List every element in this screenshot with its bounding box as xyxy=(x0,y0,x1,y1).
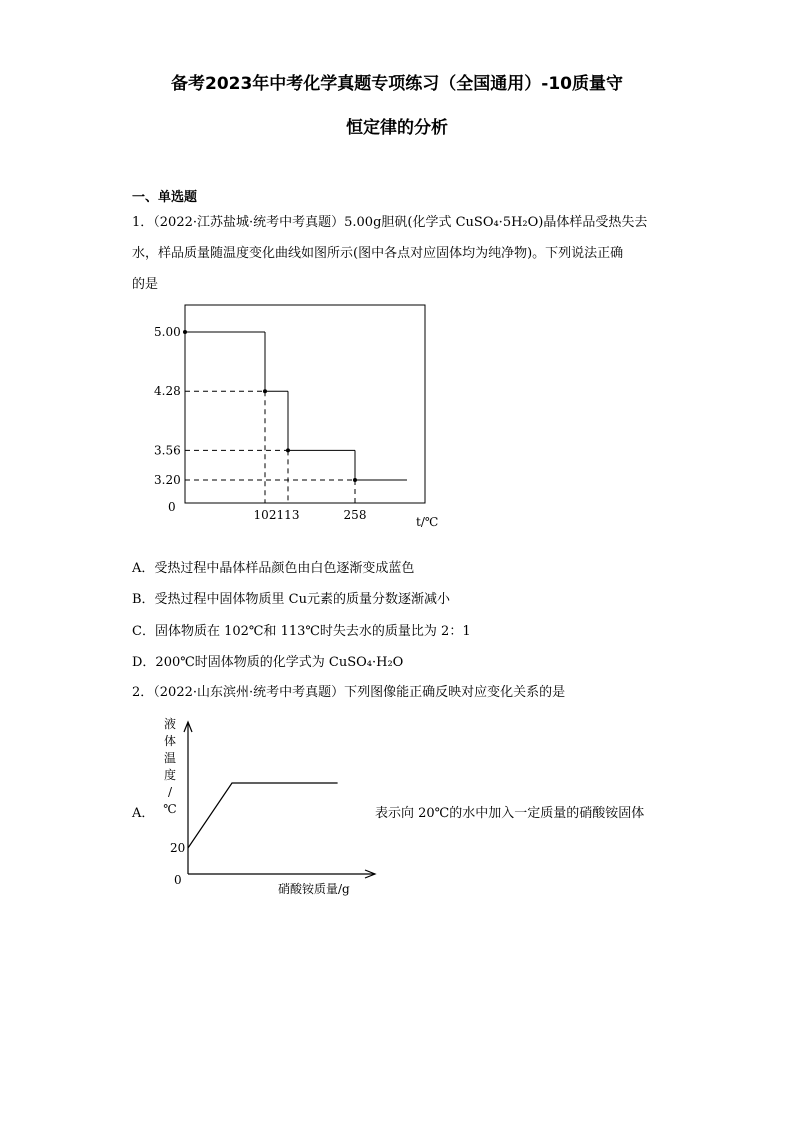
title-line-2: 恒定律的分析 xyxy=(346,118,448,138)
x-axis-label: 硝酸铵质量/g xyxy=(278,882,350,896)
y-axis-label-char: / xyxy=(167,785,173,799)
question-1-line-2: 水，样品质量随温度变化曲线如图所示(图中各点对应固体均为纯净物)。下列说法正确 xyxy=(132,246,624,261)
option-b[interactable]: B．受热过程中固体物质里 Cu元素的质量分数逐渐减小 xyxy=(132,592,451,607)
question-2-option-a-letter[interactable]: A． xyxy=(132,806,155,821)
question-2-option-a-description: 表示向 20℃的水中加入一定质量的硝酸铵固体 xyxy=(375,806,645,821)
mass-temperature-chart xyxy=(150,298,450,533)
page-title xyxy=(100,62,694,150)
question-2-stem: 2．（2022·山东滨州·统考中考真题）下列图像能正确反映对应变化关系的是 xyxy=(132,685,566,700)
data-point-2 xyxy=(353,478,357,482)
option-d[interactable]: D．200℃时固体物质的化学式为 CuSO₄·H₂O xyxy=(132,655,404,670)
data-point-0 xyxy=(263,389,267,393)
y-tick-label: 3.56 xyxy=(154,443,181,458)
x-tick-label: 113 xyxy=(276,508,300,522)
origin-label: 0 xyxy=(168,500,176,514)
temperature-series-line xyxy=(188,783,338,848)
question-1-stem xyxy=(132,207,662,300)
y-axis-label-char: 度 xyxy=(163,768,177,782)
section-heading: 一、单选题 xyxy=(132,190,198,205)
origin-label: 0 xyxy=(174,873,182,887)
y-tick-label: 20 xyxy=(170,841,186,855)
y-axis-label-char: ℃ xyxy=(163,802,177,816)
chart-frame xyxy=(185,305,425,503)
option-a[interactable]: A．受热过程中晶体样品颜色由白色逐渐变成蓝色 xyxy=(132,561,415,576)
y-tick-label: 3.20 xyxy=(154,472,181,487)
y-axis-label-char: 液 xyxy=(163,717,177,731)
data-point-start xyxy=(183,330,187,334)
question-1-line-1: 1．（2022·江苏盐城·统考中考真题）5.00g胆矾(化学式 CuSO₄·5H₂O)晶体样品受热失去 xyxy=(132,215,648,230)
question-1-line-3: 的是 xyxy=(132,277,159,292)
option-c[interactable]: C．固体物质在 102℃和 113℃时失去水的质量比为 2：1 xyxy=(132,624,471,639)
y-axis-label-char: 体 xyxy=(163,734,177,748)
temperature-mass-chart xyxy=(150,712,380,902)
data-point-1 xyxy=(286,448,290,452)
y-axis-label-char: 温 xyxy=(163,751,177,765)
title-line-1: 备考2023年中考化学真题专项练习（全国通用）-10质量守 xyxy=(170,74,624,94)
x-tick-label: 258 xyxy=(343,508,367,522)
x-axis-unit-label: t/℃ xyxy=(416,515,439,529)
y-tick-label: 5.00 xyxy=(154,325,181,339)
y-tick-label: 4.28 xyxy=(154,384,181,399)
x-tick-label: 102 xyxy=(253,508,277,522)
